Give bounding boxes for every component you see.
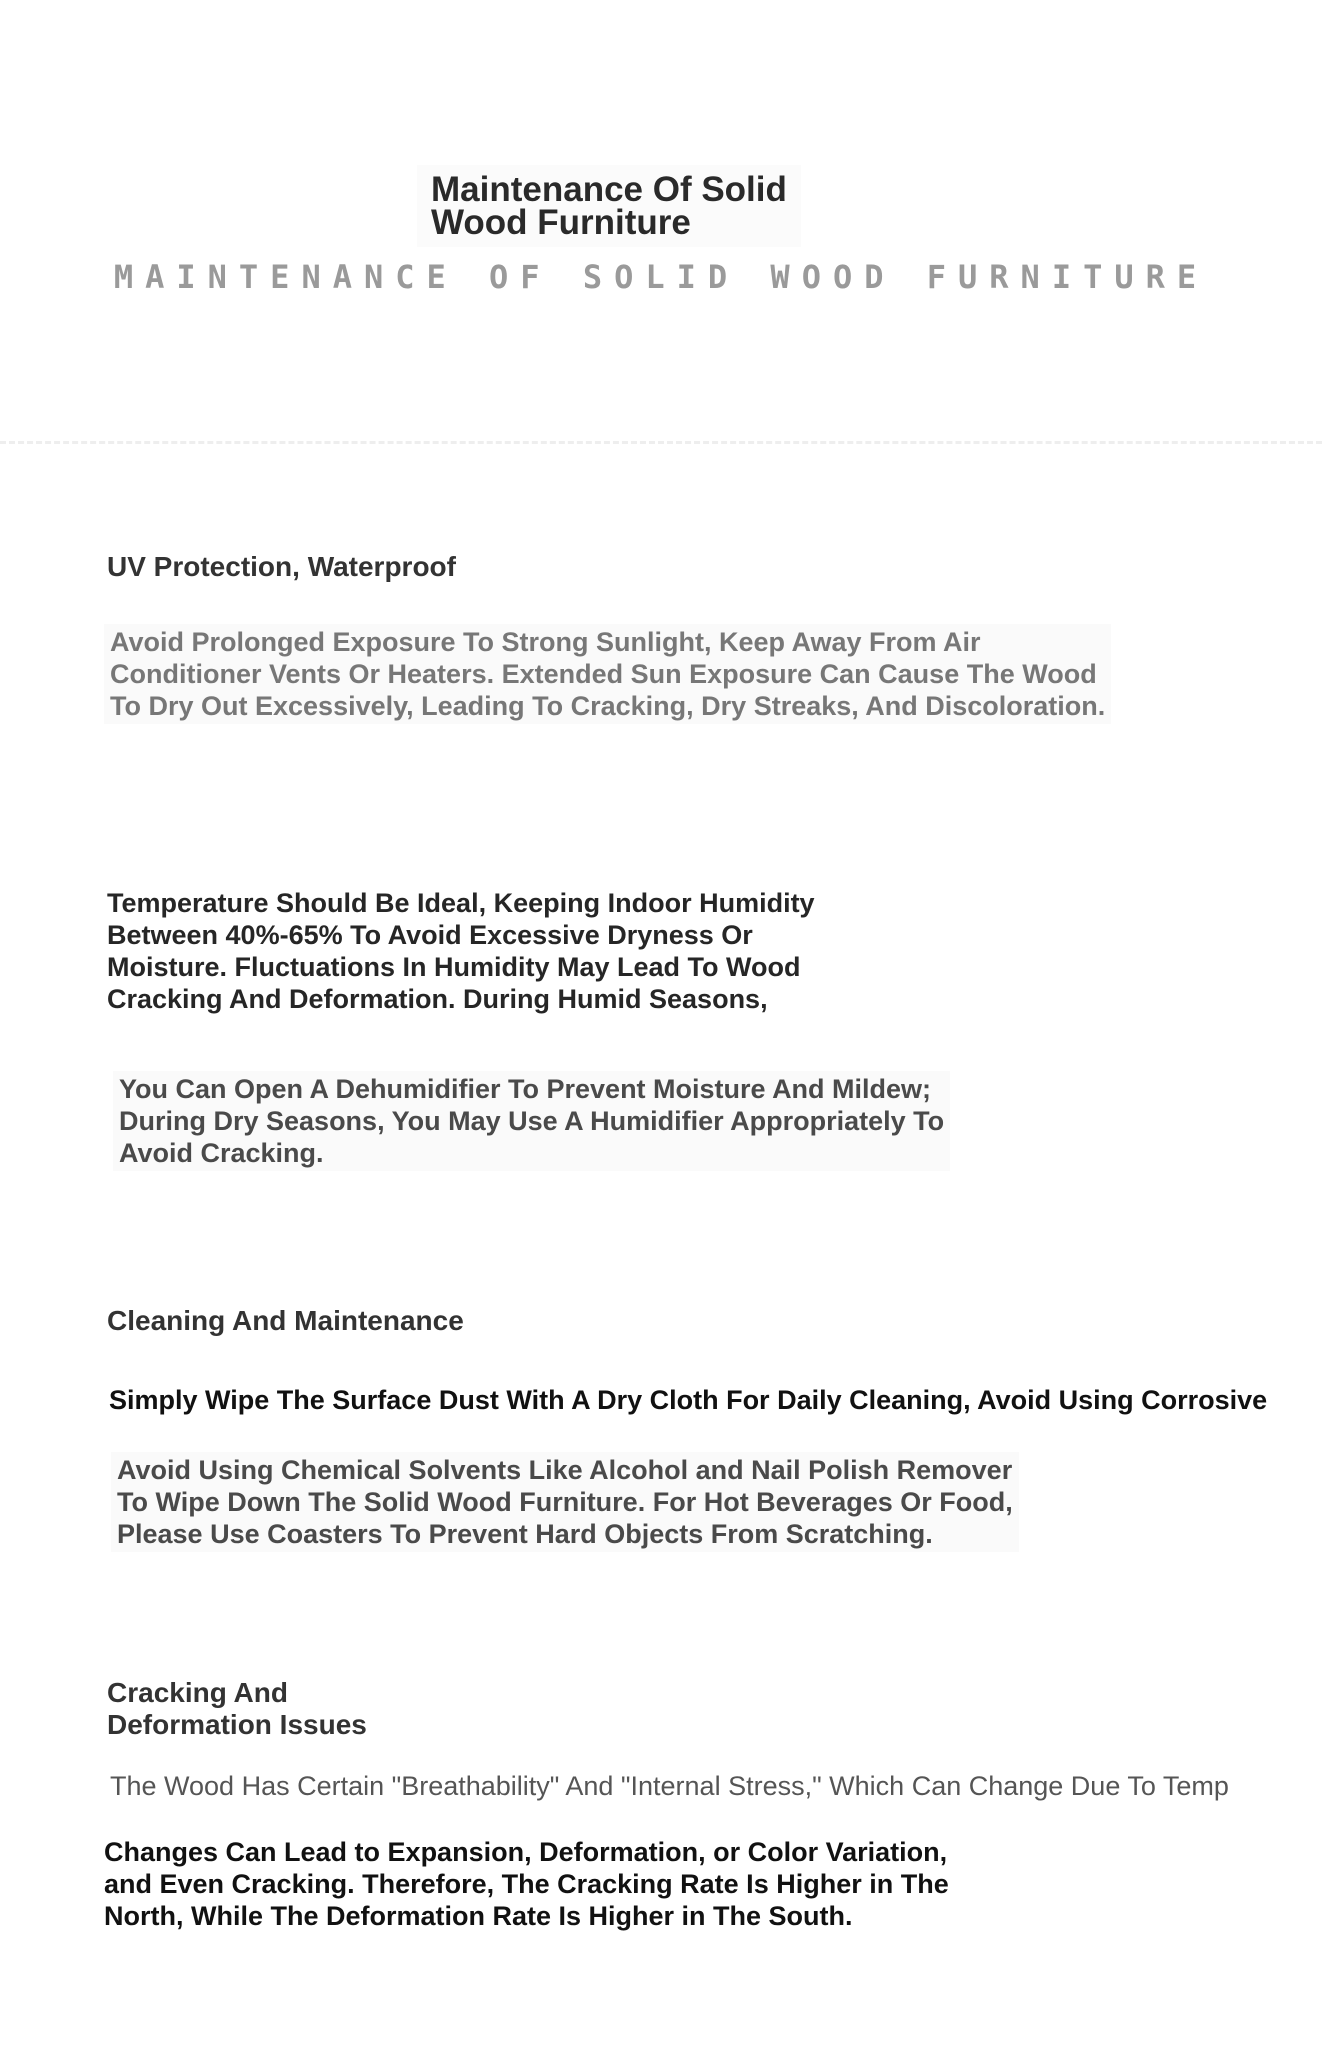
cracking-body-2: Changes Can Lead to Expansion, Deformation, or Color Variation, and Even Cracking. Therefore, The Cracking Rate Is Higher in The North, While The Deformation Rate Is Higher in The South. xyxy=(104,1837,949,1931)
page-subtitle: MAINTENANCE OF SOLID WOOD FURNITURE xyxy=(113,258,1209,296)
humidity-body-2: You Can Open A Dehumidifier To Prevent Moisture And Mildew; During Dry Seasons, You May Use A Humidifier Appropriately To Avoid Cracking. xyxy=(113,1071,950,1171)
divider xyxy=(0,441,1322,444)
cleaning-body-2: Avoid Using Chemical Solvents Like Alcohol and Nail Polish Remover To Wipe Down The Solid Wood Furniture. For Hot Beverages Or Food, Please Use Coasters To Prevent Hard Objects From Scratching. xyxy=(111,1452,1019,1552)
uv-body: Avoid Prolonged Exposure To Strong Sunlight, Keep Away From Air Conditioner Vents Or Heaters. Extended Sun Exposure Can Cause The Wood To Dry Out Excessively, Leading To Cracking, Dry Streaks, And Discoloration. xyxy=(104,624,1111,724)
humidity-body-1: Temperature Should Be Ideal, Keeping Indoor Humidity Between 40%-65% To Avoid Excessive Dryness Or Moisture. Fluctuations In Humidity May Lead To Wood Cracking And Deformation. During Humid Seasons, xyxy=(107,888,815,1014)
page-title: Maintenance Of Solid Wood Furniture xyxy=(417,165,801,247)
cleaning-heading: Cleaning And Maintenance xyxy=(107,1305,464,1336)
uv-heading: UV Protection, Waterproof xyxy=(107,551,456,582)
cleaning-body-1: Simply Wipe The Surface Dust With A Dry Cloth For Daily Cleaning, Avoid Using Corrosive xyxy=(109,1385,1268,1415)
cracking-heading: Cracking And Deformation Issues xyxy=(107,1677,367,1740)
cracking-body-1: The Wood Has Certain "Breathability" And "Internal Stress," Which Can Change Due To Temp xyxy=(110,1771,1229,1801)
